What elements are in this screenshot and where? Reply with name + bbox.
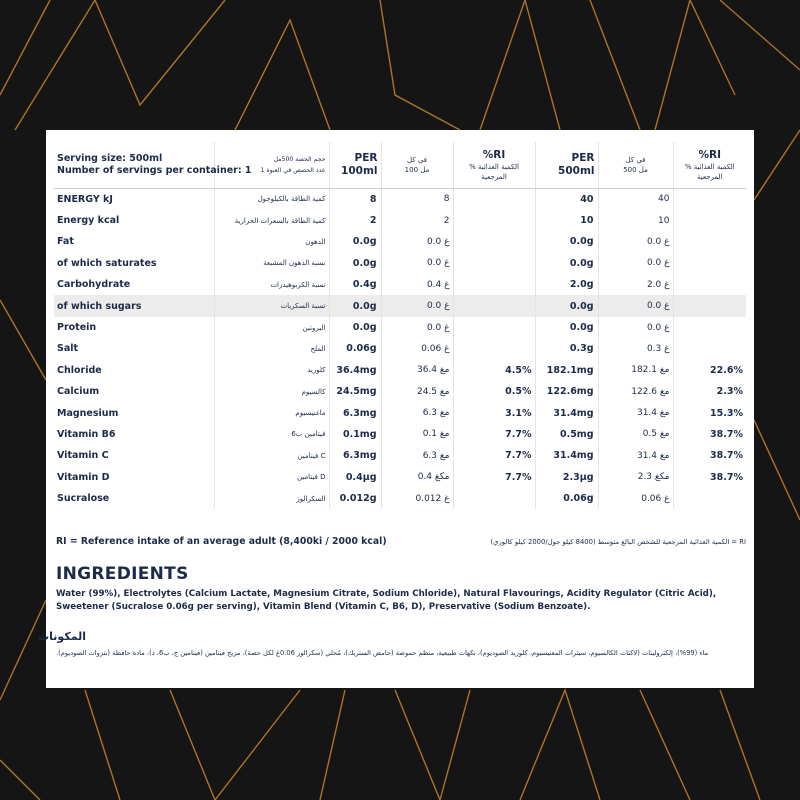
value-per-500ml-ar: 0.3 غ bbox=[598, 338, 673, 359]
ri-per-100ml bbox=[453, 253, 535, 274]
value-per-500ml-ar: 0.0 غ bbox=[598, 317, 673, 338]
value-per-100ml: 0.0g bbox=[329, 295, 381, 316]
value-per-500ml-ar: 0.5 مغ bbox=[598, 424, 673, 445]
row-label-ar: كلوريد bbox=[214, 360, 329, 381]
value-per-100ml: 36.4mg bbox=[329, 360, 381, 381]
nutrition-table-body bbox=[54, 189, 746, 510]
ri-per-100ml bbox=[453, 231, 535, 252]
col-ri-100ml-line2: % الكمية الغذائية المرجعية bbox=[469, 162, 519, 181]
ri-per-500ml: 15.3% bbox=[710, 407, 743, 419]
ingredients-title-ar: المكونات bbox=[38, 630, 86, 643]
col-ri-500ml-line1: %RI bbox=[698, 148, 721, 161]
value-per-100ml: 0.0g bbox=[329, 317, 381, 338]
row-label-ar: نسبة الدهون المشبعة bbox=[214, 253, 329, 274]
row-label: of which saturates bbox=[54, 253, 214, 274]
table-row bbox=[54, 189, 746, 210]
col-per-500ml-line1: PER bbox=[571, 152, 595, 164]
row-label: Magnesium bbox=[54, 402, 214, 423]
ri-per-100ml: 4.5% bbox=[453, 360, 535, 381]
row-label-ar: السكرالوز bbox=[214, 488, 329, 509]
col-per-500ml-ar-line2: 500 مل bbox=[623, 166, 648, 174]
row-label-ar: كمية الطاقة بالكيلوجول bbox=[214, 189, 329, 210]
value-per-100ml-ar: 0.06 غ bbox=[381, 338, 453, 359]
ri-per-100ml bbox=[453, 295, 535, 316]
ri-note-ar: RI = الكمية الغذائية المرجعية للشخص البالغ متوسط (8400 كيلو جول/2000 كيلو كالوري) bbox=[490, 538, 746, 546]
ri-per-500ml: 2.3% bbox=[716, 386, 743, 398]
table-header-row bbox=[54, 142, 746, 189]
ri-per-500ml bbox=[673, 231, 746, 252]
value-per-500ml: 2.3µg bbox=[535, 467, 598, 488]
row-label-ar: ماغنيسيوم bbox=[214, 402, 329, 423]
ri-per-500ml bbox=[673, 317, 746, 338]
value-per-500ml: 0.5mg bbox=[535, 424, 598, 445]
ri-per-100ml bbox=[453, 338, 535, 359]
col-per-500ml-ar-line1: في كل bbox=[625, 156, 646, 164]
ri-per-500ml bbox=[673, 253, 746, 274]
serving-size: Serving size: 500ml bbox=[57, 153, 163, 164]
value-per-500ml: 40 bbox=[535, 189, 598, 210]
ri-per-500ml bbox=[673, 338, 746, 359]
value-per-100ml: 0.4g bbox=[329, 274, 381, 295]
value-per-500ml: 2.0g bbox=[535, 274, 598, 295]
row-label: Carbohydrate bbox=[54, 274, 214, 295]
table-row bbox=[54, 253, 746, 274]
row-label: Salt bbox=[54, 338, 214, 359]
value-per-100ml-ar: 36.4 مغ bbox=[381, 360, 453, 381]
value-per-100ml: 0.06g bbox=[329, 338, 381, 359]
value-per-100ml: 0.0g bbox=[329, 253, 381, 274]
row-label: Vitamin D bbox=[54, 467, 214, 488]
value-per-100ml-ar: 6.3 مغ bbox=[381, 445, 453, 466]
ingredients-title: INGREDIENTS bbox=[56, 564, 189, 584]
value-per-100ml-ar: 0.0 غ bbox=[381, 317, 453, 338]
row-label-ar: الملح bbox=[214, 338, 329, 359]
value-per-100ml-ar: 2 bbox=[381, 210, 453, 231]
col-per-100ml-ar-line1: في كل bbox=[406, 156, 428, 164]
col-per-500ml-ar bbox=[598, 142, 673, 189]
serving-ar-1: حجم الحصة 500مل bbox=[273, 156, 326, 163]
row-label-ar: كمية الطاقة بالسعرات الحرارية bbox=[214, 210, 329, 231]
value-per-100ml-ar: 0.1 مغ bbox=[381, 424, 453, 445]
ri-per-500ml: 38.7% bbox=[710, 450, 743, 462]
row-label: ENERGY kJ bbox=[54, 189, 214, 210]
ri-per-500ml: 38.7% bbox=[710, 428, 743, 440]
ri-per-500ml bbox=[673, 189, 746, 210]
table-row bbox=[54, 210, 746, 231]
value-per-500ml: 0.0g bbox=[535, 295, 598, 316]
ingredients-text: Water (99%), Electrolytes (Calcium Lactate, Magnesium Citrate, Sodium Chloride), Natural Flavourings, Acidity Regulator (Citric Acid), Sweetener (Sucralose 0.06g per serving), Vitamin Blend (Vitamin C, B6, D), Preservative (Sodium Benzoate). bbox=[56, 589, 717, 612]
ri-per-100ml: 7.7% bbox=[453, 424, 535, 445]
value-per-100ml-ar: 0.4 غ bbox=[381, 274, 453, 295]
ri-per-100ml: 3.1% bbox=[453, 402, 535, 423]
row-label-ar: فيتامين ب6 bbox=[214, 424, 329, 445]
table-row bbox=[54, 467, 746, 488]
ingredients-text-ar: ماء (99%)، إلكتروليتات (لاكتات الكالسيوم، سيترات المغنيسيوم، كلوريد الصوديوم)، نكهات طبيعية، منظم حموضة (حامض الستريك)، مُحلي (سكرالوز 0.06غ لكل حصة)، مزيج فيتامين (فيتامين ج، ب6، د)، مادة حافظة (بنزوات الصوديوم). bbox=[56, 649, 709, 657]
value-per-500ml: 31.4mg bbox=[535, 402, 598, 423]
value-per-500ml: 31.4mg bbox=[535, 445, 598, 466]
value-per-500ml-ar: 0.06 غ bbox=[598, 488, 673, 509]
value-per-500ml: 0.0g bbox=[535, 253, 598, 274]
table-row bbox=[54, 360, 746, 381]
value-per-500ml: 0.0g bbox=[535, 317, 598, 338]
servings-per-container: Number of servings per container: 1 bbox=[57, 165, 252, 176]
value-per-100ml: 6.3mg bbox=[329, 402, 381, 423]
table-row bbox=[54, 445, 746, 466]
value-per-100ml: 0.0g bbox=[329, 231, 381, 252]
ri-per-500ml bbox=[673, 210, 746, 231]
value-per-100ml: 0.1mg bbox=[329, 424, 381, 445]
value-per-100ml-ar: 0.0 غ bbox=[381, 231, 453, 252]
table-row bbox=[54, 381, 746, 402]
row-label-ar: الدهون bbox=[214, 231, 329, 252]
row-label: Vitamin C bbox=[54, 445, 214, 466]
value-per-100ml-ar: 0.4 مكغ bbox=[381, 467, 453, 488]
value-per-100ml-ar: 24.5 مغ bbox=[381, 381, 453, 402]
serving-info bbox=[54, 142, 252, 189]
ri-per-100ml: 0.5% bbox=[453, 381, 535, 402]
row-label: Sucralose bbox=[54, 488, 214, 509]
value-per-500ml: 122.6mg bbox=[535, 381, 598, 402]
value-per-500ml-ar: 0.0 غ bbox=[598, 253, 673, 274]
ri-per-100ml bbox=[453, 189, 535, 210]
value-per-100ml: 24.5mg bbox=[329, 381, 381, 402]
row-label: Fat bbox=[54, 231, 214, 252]
col-ri-500ml-line2: % الكمية الغذائية المرجعية bbox=[684, 162, 735, 181]
value-per-500ml: 10 bbox=[535, 210, 598, 231]
table-row bbox=[54, 295, 746, 316]
value-per-100ml-ar: 8 bbox=[381, 189, 453, 210]
value-per-500ml-ar: 2.0 غ bbox=[598, 274, 673, 295]
value-per-500ml-ar: 0.0 غ bbox=[598, 295, 673, 316]
ri-per-500ml: 22.6% bbox=[710, 364, 743, 376]
value-per-100ml: 8 bbox=[329, 189, 381, 210]
ri-per-100ml bbox=[453, 488, 535, 509]
value-per-100ml: 6.3mg bbox=[329, 445, 381, 466]
ri-per-500ml bbox=[673, 488, 746, 509]
row-label-ar: فيتامين C bbox=[214, 445, 329, 466]
col-ri-100ml bbox=[453, 142, 535, 189]
value-per-500ml: 0.0g bbox=[535, 231, 598, 252]
value-per-100ml: 2 bbox=[329, 210, 381, 231]
table-row bbox=[54, 488, 746, 509]
value-per-100ml-ar: 0.0 غ bbox=[381, 295, 453, 316]
value-per-500ml-ar: 10 bbox=[598, 210, 673, 231]
value-per-500ml-ar: 2.3 مكغ bbox=[598, 467, 673, 488]
value-per-500ml-ar: 182.1 مغ bbox=[598, 360, 673, 381]
value-per-500ml: 0.3g bbox=[535, 338, 598, 359]
row-label: Protein bbox=[54, 317, 214, 338]
nutrition-table bbox=[54, 142, 746, 509]
ri-per-500ml bbox=[673, 295, 746, 316]
ri-per-100ml: 7.7% bbox=[453, 467, 535, 488]
row-label-ar: كالسيوم bbox=[214, 381, 329, 402]
value-per-100ml: 0.4µg bbox=[329, 467, 381, 488]
table-row bbox=[54, 274, 746, 295]
row-label-ar: نسبة الكربوهيدرات bbox=[214, 274, 329, 295]
row-label: Energy kcal bbox=[54, 210, 214, 231]
row-label: Chloride bbox=[54, 360, 214, 381]
value-per-100ml-ar: 0.0 غ bbox=[381, 253, 453, 274]
col-per-500ml-line2: 500ml bbox=[558, 165, 595, 177]
col-ri-100ml-line1: %RI bbox=[482, 148, 506, 161]
row-label: Vitamin B6 bbox=[54, 424, 214, 445]
table-row bbox=[54, 317, 746, 338]
table-row bbox=[54, 338, 746, 359]
value-per-500ml-ar: 122.6 مغ bbox=[598, 381, 673, 402]
value-per-100ml-ar: 0.012 غ bbox=[381, 488, 453, 509]
table-row bbox=[54, 231, 746, 252]
serving-ar-2: عدد الحصص في العبوة 1 bbox=[260, 167, 326, 174]
row-label: Calcium bbox=[54, 381, 214, 402]
nutrition-label-card bbox=[38, 130, 754, 688]
ri-per-100ml bbox=[453, 317, 535, 338]
col-per-100ml-line1: PER bbox=[354, 152, 378, 164]
value-per-500ml-ar: 40 bbox=[598, 189, 673, 210]
ri-note: RI = Reference intake of an average adult (8,400ki / 2000 kcal) bbox=[56, 536, 387, 547]
row-label-ar: البروتين bbox=[214, 317, 329, 338]
value-per-500ml: 182.1mg bbox=[535, 360, 598, 381]
row-label: of which sugars bbox=[54, 295, 214, 316]
value-per-500ml-ar: 0.0 غ bbox=[598, 231, 673, 252]
col-per-100ml-ar-line2: 100 مل bbox=[404, 166, 430, 174]
table-row bbox=[54, 424, 746, 445]
ri-per-500ml: 38.7% bbox=[710, 471, 743, 483]
row-label-ar: فيتامين D bbox=[214, 467, 329, 488]
col-per-500ml bbox=[535, 142, 598, 189]
ri-per-100ml bbox=[453, 274, 535, 295]
col-per-100ml-ar bbox=[381, 142, 453, 189]
ri-per-100ml: 7.7% bbox=[453, 445, 535, 466]
col-ri-500ml bbox=[673, 142, 746, 189]
col-per-100ml bbox=[329, 142, 381, 189]
row-label-ar: نسبة السكريات bbox=[214, 295, 329, 316]
value-per-500ml-ar: 31.4 مغ bbox=[598, 402, 673, 423]
table-row bbox=[54, 402, 746, 423]
col-per-100ml-line2: 100ml bbox=[341, 165, 378, 177]
value-per-500ml: 0.06g bbox=[535, 488, 598, 509]
ri-per-500ml bbox=[673, 274, 746, 295]
value-per-500ml-ar: 31.4 مغ bbox=[598, 445, 673, 466]
value-per-100ml-ar: 6.3 مغ bbox=[381, 402, 453, 423]
ri-per-100ml bbox=[453, 210, 535, 231]
value-per-100ml: 0.012g bbox=[329, 488, 381, 509]
